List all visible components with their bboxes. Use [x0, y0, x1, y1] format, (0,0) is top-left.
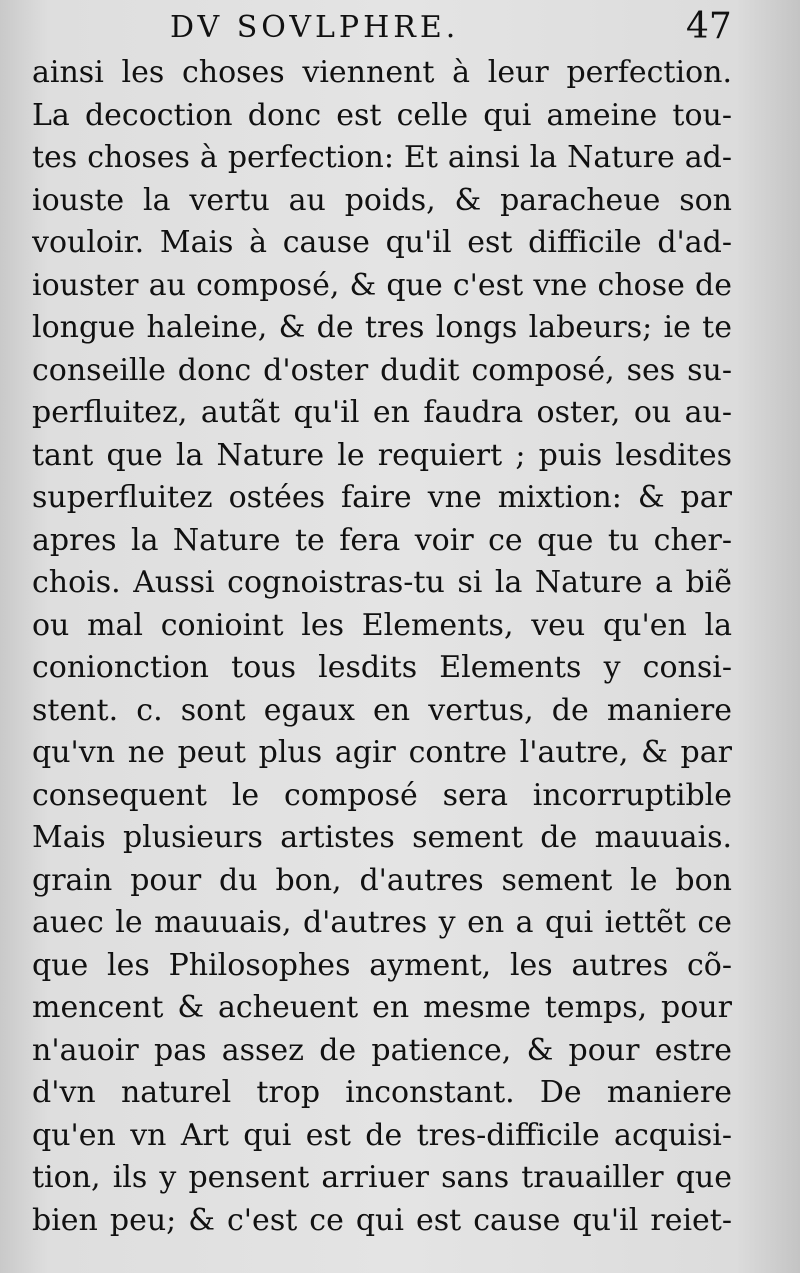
page-number: 47 — [686, 6, 732, 47]
text-line: tant que la Nature le requiert ; puis lesdites — [32, 437, 732, 473]
text-line: Mais plusieurs artistes sement de mauuais. — [32, 820, 732, 855]
text-line: chois. Aussi cognoistras-tu si la Nature a biẽ — [32, 565, 732, 600]
text-line: qu'vn ne peut plus agir contre l'autre, & par — [32, 735, 732, 770]
text-line: que les Philosophes ayment, les autres cõ- — [32, 947, 732, 983]
text-line: apres la Nature te fera voir ce que tu cher- — [32, 522, 732, 558]
text-line: mencent & acheuent en mesme temps, pour — [32, 990, 732, 1025]
text-line: tion, ils y pensent arriuer sans trauailler que — [32, 1160, 732, 1195]
text-line: ainsi les choses viennent à leur perfection. — [32, 55, 732, 90]
text-line: auec le mauuais, d'autres y en a qui iettẽt ce — [32, 905, 732, 940]
text-line: tes choses à perfection: Et ainsi la Nature ad- — [32, 140, 732, 175]
text-line: bien peu; & c'est ce qui est cause qu'il reiet- — [32, 1202, 732, 1238]
text-line: ou mal conioint les Elements, veu qu'en la — [32, 607, 732, 643]
text-line: consequent le composé sera incorruptible — [32, 777, 732, 813]
text-line: La decoction donc est celle qui ameine tou- — [32, 97, 732, 133]
text-line: superfluitez ostées faire vne mixtion: & par — [32, 480, 732, 515]
text-line: qu'en vn Art qui est de tres-difficile acquisi- — [32, 1117, 732, 1153]
text-line: iouster au composé, & que c'est vne chose de — [32, 267, 732, 303]
text-line: longue haleine, & de tres longs labeurs; ie te — [32, 310, 732, 345]
text-line: vouloir. Mais à cause qu'il est difficile d'ad- — [32, 225, 732, 260]
text-line: iouste la vertu au poids, & paracheue son — [32, 182, 732, 218]
text-line: n'auoir pas assez de patience, & pour estre — [32, 1032, 732, 1068]
page-header — [0, 6, 800, 50]
text-line: grain pour du bon, d'autres sement le bon — [32, 862, 732, 898]
text-line: conseille donc d'oster dudit composé, ses su- — [32, 352, 732, 388]
text-line: conionction tous lesdits Elements y consi- — [32, 650, 732, 685]
body-text — [32, 52, 732, 1242]
text-line: d'vn naturel trop inconstant. De maniere — [32, 1075, 732, 1110]
text-line: stent. c. sont egaux en vertus, de maniere — [32, 692, 732, 728]
text-line: perfluitez, autãt qu'il en faudra oster, ou au- — [32, 395, 732, 430]
running-title: DV SOVLPHRE. — [170, 10, 460, 45]
